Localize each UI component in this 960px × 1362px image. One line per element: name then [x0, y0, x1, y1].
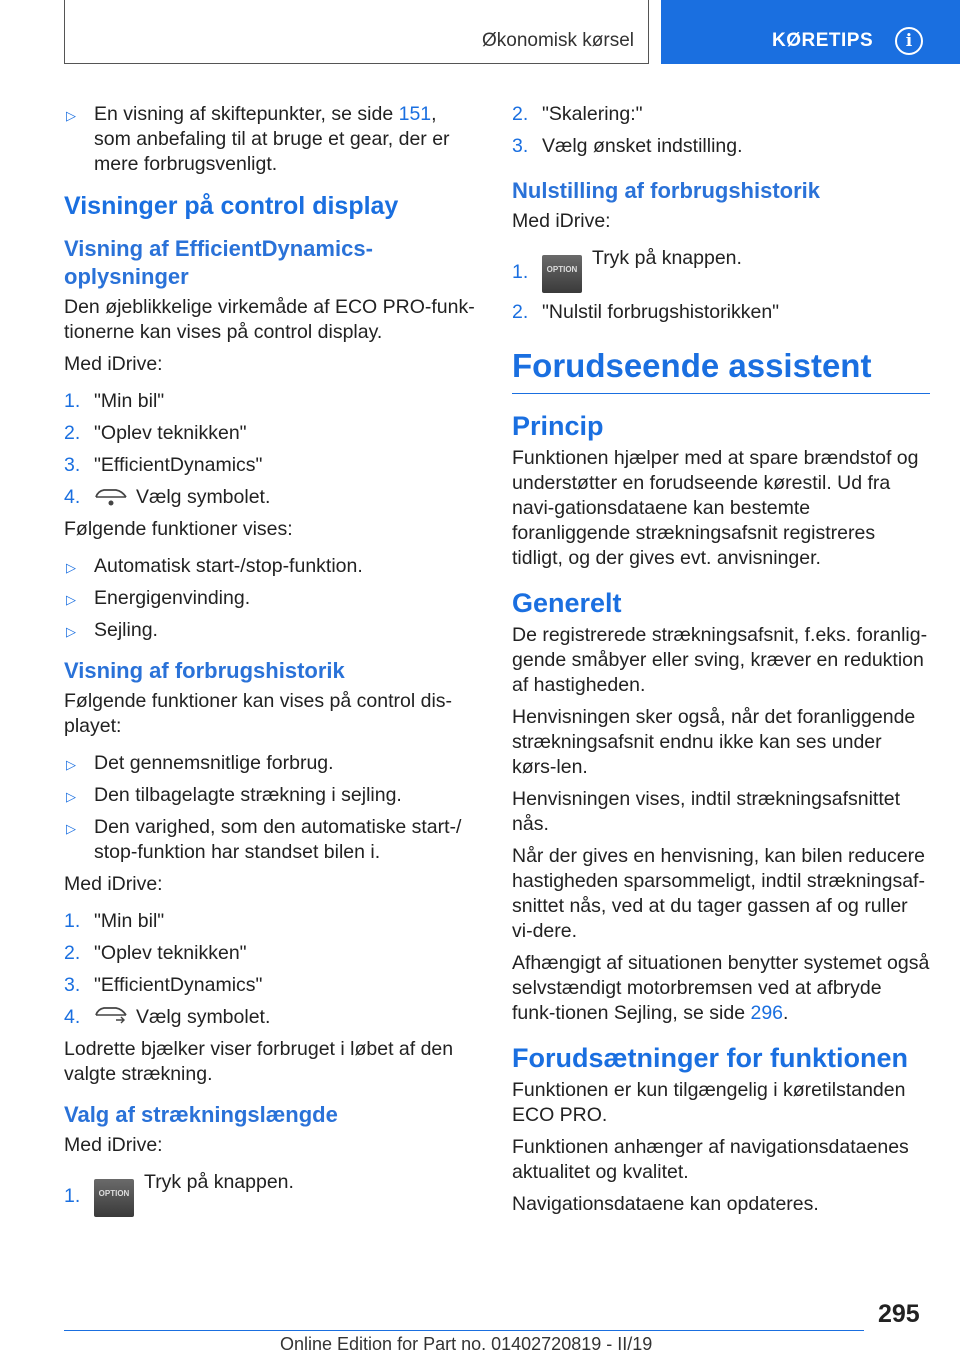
heading-princip: Princip: [512, 411, 604, 441]
list-item: 2. "Skalering:": [512, 103, 643, 125]
option-button-icon[interactable]: OPTION: [542, 255, 582, 293]
list-item: ▷ Energigenvinding.: [64, 586, 478, 611]
paragraph: Følgende funktioner kan vises på control dis-playet:: [64, 690, 453, 737]
footer-divider: [64, 1330, 864, 1331]
list-item: ▷ Det gennemsnitlige forbrug.: [64, 751, 478, 776]
list-item: ▷ En visning af skiftepunkter, se side 151, som anbefaling til at bruge et gear, der er mere forbrugsvenligt.: [66, 103, 450, 175]
header-section-title: Økonomisk kørsel: [481, 30, 634, 51]
heading-forudsaetninger: Forudsætninger for funktionen: [512, 1043, 908, 1073]
paragraph: Navigationsdataene kan opdateres.: [512, 1193, 819, 1215]
paragraph: Den øjeblikkelige virkemåde af ECO PRO-funk-tionerne kan vises på control display.: [64, 296, 475, 343]
bullet-triangle-icon: ▷: [66, 821, 76, 836]
list-item: 3. Vælg ønsket indstilling.: [512, 135, 743, 157]
list-item: 2. "Oplev teknikken": [64, 422, 247, 444]
page-number: 295: [878, 1300, 920, 1328]
list-item: ▷ Sejling.: [64, 618, 478, 643]
paragraph: Med iDrive:: [64, 353, 163, 375]
list-item: 3. "EfficientDynamics": [64, 454, 263, 476]
heading-straekningslaengde: Valg af strækningslængde: [64, 1102, 338, 1127]
list-item: 1. OPTIONTryk på knappen.: [512, 246, 930, 293]
list-item: 2. "Nulstil forbrugshistorikken": [512, 301, 780, 323]
paragraph: Med iDrive:: [64, 1134, 163, 1156]
list-item: 2. "Oplev teknikken": [64, 942, 247, 964]
list-item: 3. "EfficientDynamics": [64, 974, 263, 996]
paragraph: Med iDrive:: [512, 210, 611, 232]
paragraph: De registrerede strækningsafsnit, f.eks. foranlig-gende småbyer eller sving, kræver en reduktion af hastigheden.: [512, 624, 928, 696]
paragraph: Lodrette bjælker viser forbruget i løbet af den valgte strækning.: [64, 1038, 454, 1085]
heading-forbrugshistorik: Visning af forbrugshistorik: [64, 658, 345, 683]
heading-efficientdynamics: Visning af EfficientDynamics-oplysninger: [64, 236, 373, 289]
bullet-triangle-icon: ▷: [66, 757, 76, 772]
paragraph: Funktionen hjælper med at spare brændstof og understøtter en forudseende kørestil. Ud fra navi-gationsdataene kan bestemte foranliggende strækningsafsnit registreres tidligt, og der gives evt. anvisninger.: [512, 447, 919, 569]
right-column: [512, 102, 930, 1224]
paragraph: Funktionen er kun tilgængelig i køretilstanden ECO PRO.: [512, 1079, 906, 1126]
page-link-296[interactable]: 296: [750, 1002, 784, 1024]
car-history-symbol-icon: [94, 1005, 128, 1027]
paragraph: Når der gives en henvisning, kan bilen reducere hastigheden sparsommeligt, indtil strækningsaf-snittet nås, ved at du tager gassen af og ruller vi-dere.: [512, 845, 925, 942]
heading-nulstilling: Nulstilling af forbrugshistorik: [512, 178, 821, 203]
list-item: 1. OPTIONTryk på knappen.: [64, 1170, 478, 1217]
bullet-triangle-icon: ▷: [66, 624, 76, 639]
list-item: 1. "Min bil": [64, 910, 165, 932]
left-column: [64, 102, 478, 1224]
page-link-151[interactable]: 151: [398, 103, 432, 125]
option-button-icon[interactable]: OPTION: [94, 1179, 134, 1217]
header-section-box: [64, 0, 649, 64]
list-item: ▷ Den varighed, som den automatiske start-/ stop-funktion har standset bilen i.: [66, 816, 462, 863]
list-item: ▷ Den tilbagelagte strækning i sejling.: [64, 783, 478, 808]
header-chapter-title: KØRETIPS: [772, 30, 874, 51]
paragraph: Med iDrive:: [64, 873, 163, 895]
bullet-triangle-icon: ▷: [66, 108, 76, 123]
heading-forudseende-assistent: Forudseende assistent: [512, 347, 930, 394]
list-item: ▷ Automatisk start-/stop-funktion.: [64, 554, 478, 579]
paragraph: Afhængigt af situationen benytter systemet også selvstændigt motorbremsen ved at afbryde funk-tionen Sejling, se side 296.: [512, 952, 930, 1024]
list-item: 4. Vælg symbolet.: [64, 1006, 271, 1028]
bullet-triangle-icon: ▷: [66, 789, 76, 804]
bullet-triangle-icon: ▷: [66, 560, 76, 575]
heading-generelt: Generelt: [512, 588, 622, 618]
info-icon[interactable]: i: [895, 27, 923, 55]
header-chapter-box: [661, 0, 960, 64]
footer-edition: Online Edition for Part no. 01402720819 - II/19: [280, 1334, 653, 1354]
car-symbol-icon: [94, 485, 128, 507]
paragraph: Funktionen anhænger af navigationsdataenes aktualitet og kvalitet.: [512, 1136, 909, 1183]
paragraph: Henvisningen vises, indtil strækningsafsnittet nås.: [512, 788, 901, 835]
paragraph: Følgende funktioner vises:: [64, 518, 293, 540]
list-item: 4. Vælg symbolet.: [64, 486, 271, 508]
heading-control-display: Visninger på control display: [64, 192, 399, 220]
list-item: 1. "Min bil": [64, 390, 165, 412]
paragraph: Henvisningen sker også, når det foranliggende strækningsafsnit endnu ikke kan ses under kørs-len.: [512, 706, 916, 778]
bullet-triangle-icon: ▷: [66, 592, 76, 607]
